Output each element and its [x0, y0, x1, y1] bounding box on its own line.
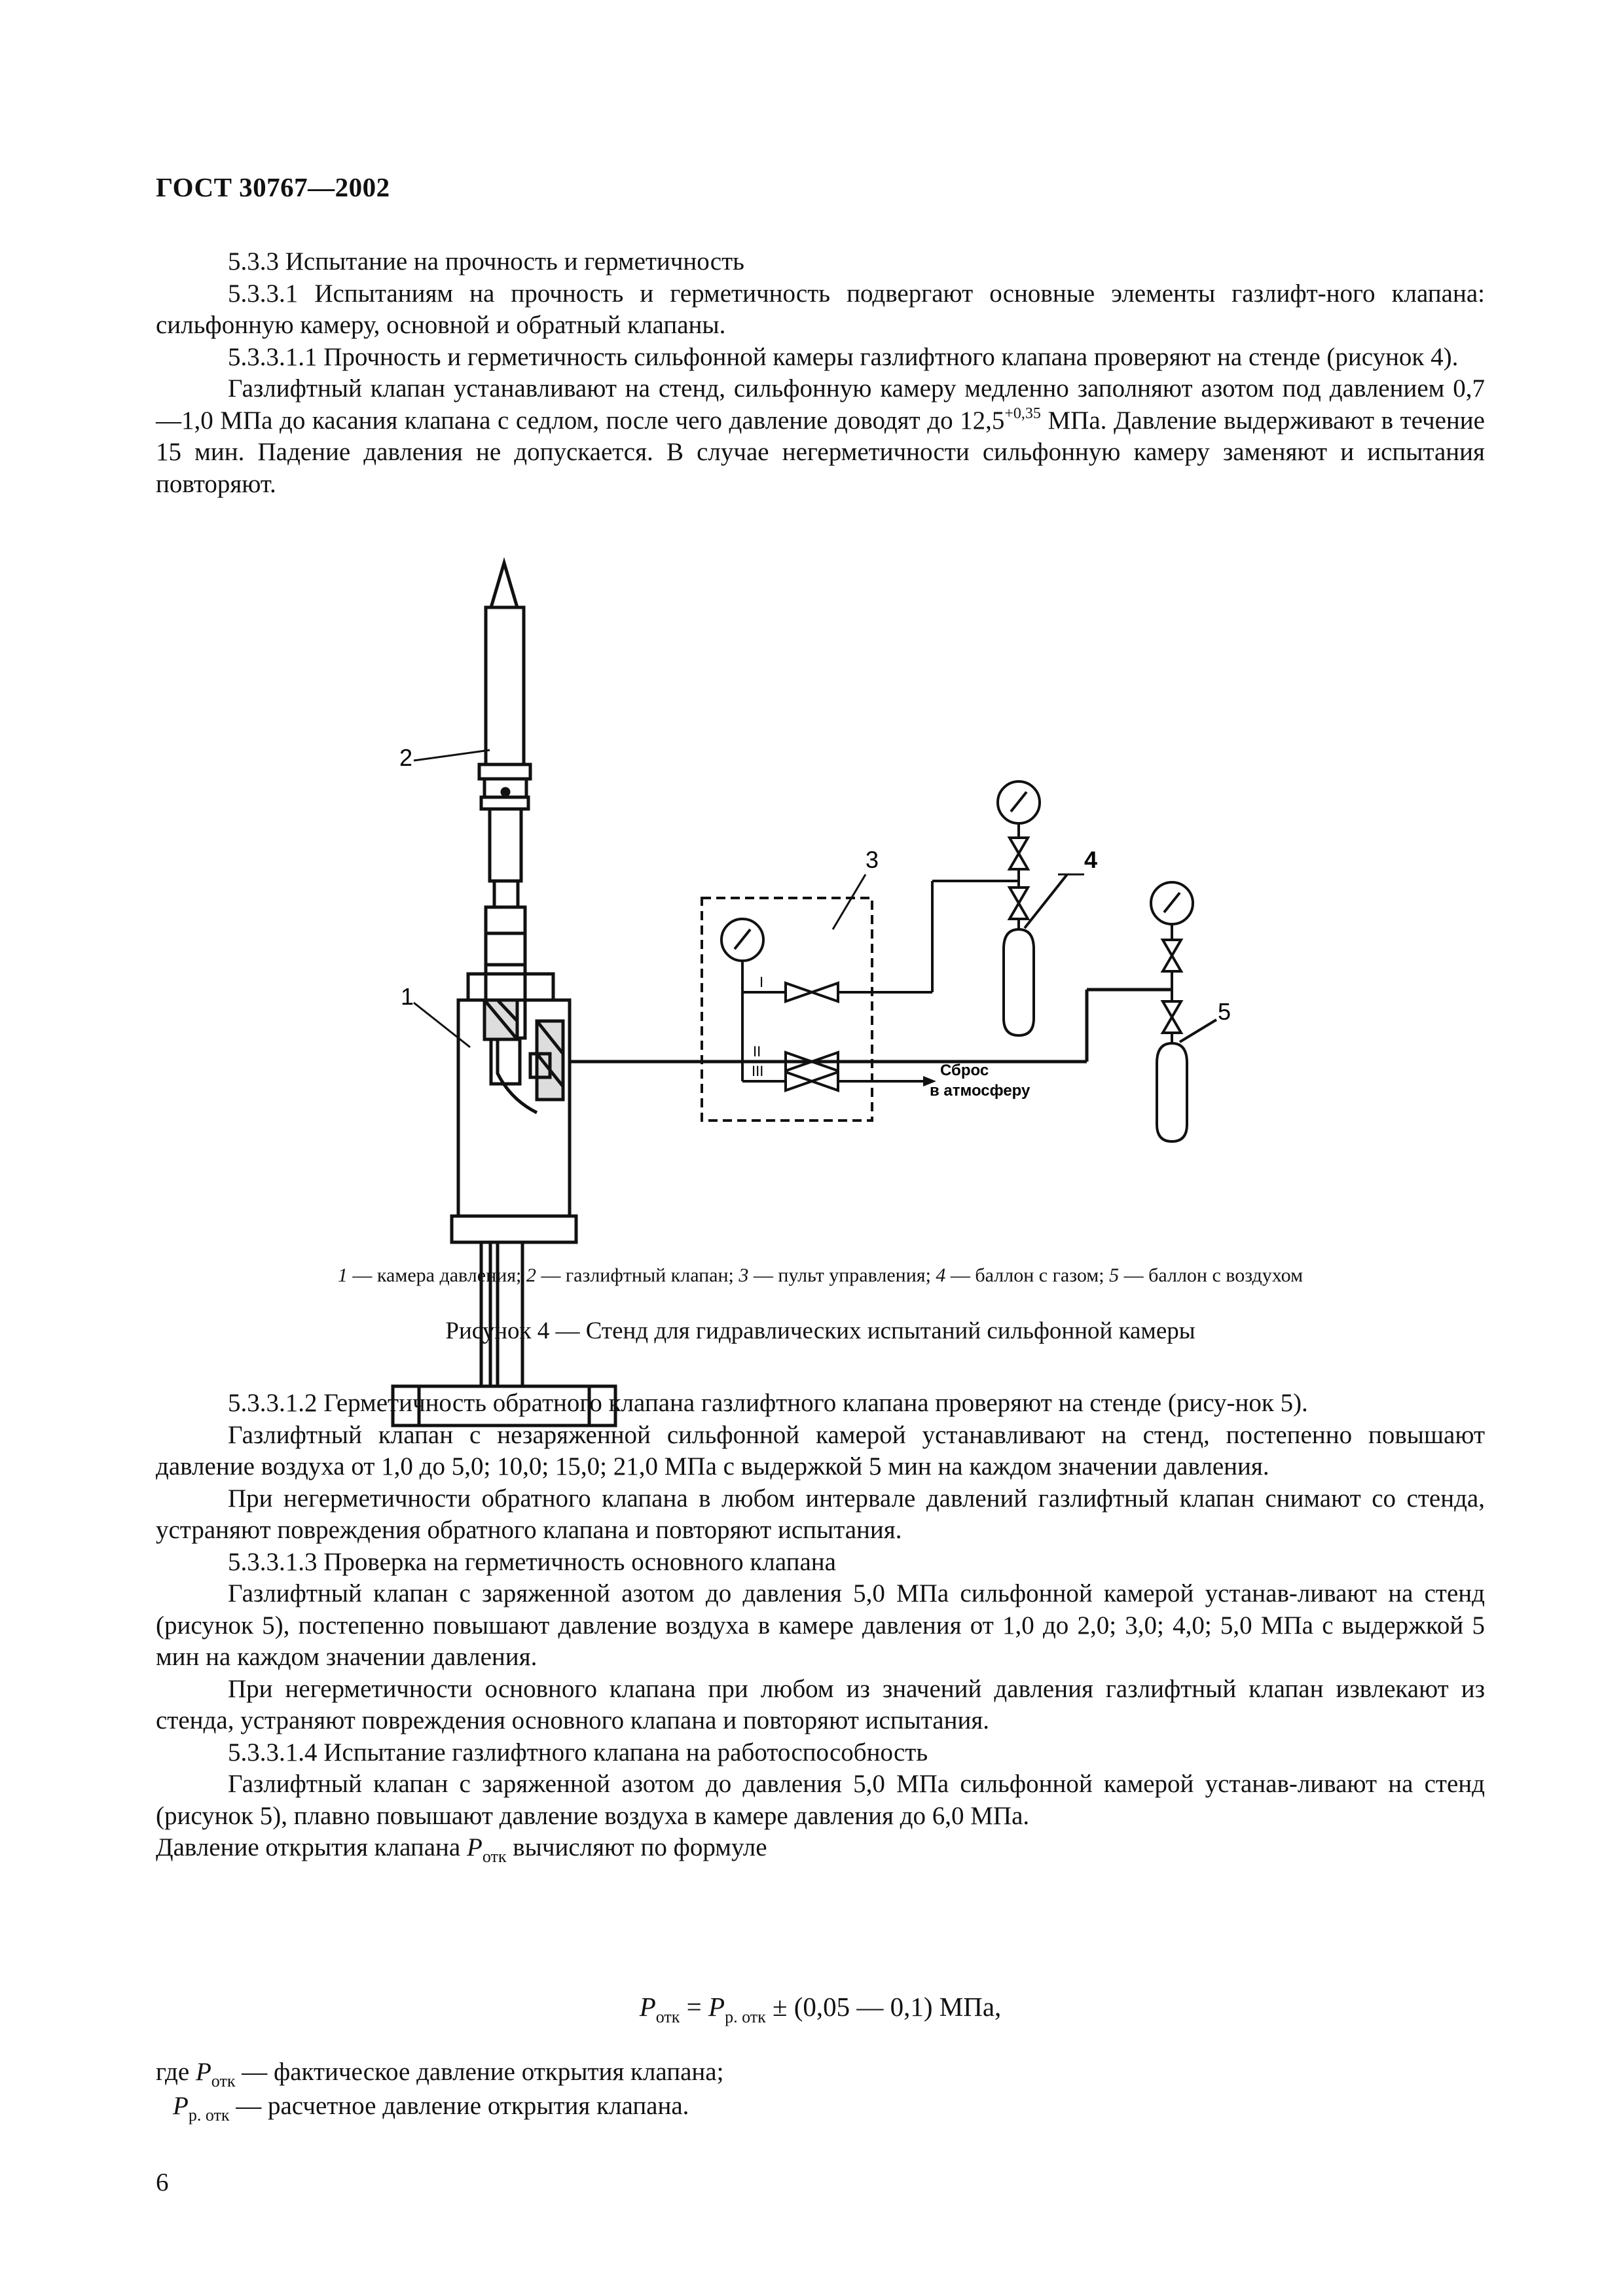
figure-legend: 1 — камера давления; 2 — газлифтный клапан; 3 — пульт управления; 4 — баллон с газом; 5 — баллон с воздухом: [337, 1265, 1304, 1286]
paragraph-main-valve-test: Газлифтный клапан с заряженной азотом до давления 5,0 МПа сильфонной камерой устанав-ливают на стенд (рисунок 5), постепенно повышают давление воздуха в камере давления от 1,0 до 2,0; 3,0; 4,0; 5,0 МПа с выдержкой 5 мин на каждом значении давления.: [156, 1579, 1485, 1671]
callout-2: 2: [399, 744, 412, 771]
document-code: ГОСТ 30767—2002: [156, 172, 390, 202]
callout-3: 3: [866, 846, 879, 873]
line-label-II: II: [753, 1043, 761, 1060]
line-label-III: III: [752, 1063, 764, 1079]
formula-definitions: [156, 2055, 723, 2123]
definition-p-otk: где $P_{отк}$ — фактическое давление открытия клапана;: [156, 2058, 724, 2090]
paragraph-5-3-3-1-4: 5.3.3.1.4 Испытание газлифтного клапана на работоспособность: [228, 1738, 928, 1767]
paragraph-operability-test: Газлифтный клапан с заряженной азотом до давления 5,0 МПа сильфонной камерой устанав-ливают на стенд (рисунок 5), плавно повышают давление воздуха в камере давления до 6,0 МПа.: [156, 1770, 1485, 1830]
paragraph-5-3-3-1: 5.3.3.1 Испытаниям на прочность и герметичность подвергают основные элементы газлифт-ного клапана: сильфонную камеру, основной и обратный клапаны.: [156, 279, 1485, 339]
line-label-I: I: [759, 974, 764, 990]
callout-1: 1: [400, 983, 414, 1010]
paragraph-pressure-test: Газлифтный клапан устанавливают на стенд, сильфонную камеру медленно заполняют азотом под давлением 0,7—1,0 МПа до касания клапана с седлом, после чего давление доводят до $12,5^{+0,35}$ МПа. Давление выдерживают в течение 15 мин. Падение давления не допускается. В случае негерметичности сильфонную камеру заменяют и испытания повторяют.: [156, 374, 1485, 498]
section-heading-5-3-3: 5.3.3 Испытание на прочность и герметичность: [228, 247, 744, 276]
valve-and-chamber-drawing: [393, 563, 1172, 1426]
paragraph-5-3-3-1-1: 5.3.3.1.1 Прочность и герметичность сильфонной камеры газлифтного клапана проверяют на стенде (рисунок 4).: [228, 342, 1459, 371]
lower-text-block: [156, 1388, 1485, 1864]
exhaust-label-line1: Сброс: [940, 1062, 989, 1079]
gas-cylinder-assembly: [998, 781, 1067, 1035]
exhaust-label-line2: в атмосферу: [930, 1082, 1030, 1100]
paragraph-formula-intro: Давление открытия клапана $P_{отк}$ вычисляют по формуле: [156, 1833, 767, 1866]
figure-caption: Рисунок 4 — Стенд для гидравлических испытаний сильфонной камеры: [445, 1318, 1195, 1344]
tolerance-superscript: +0,35: [1004, 404, 1041, 422]
callout-4: 4: [1084, 846, 1098, 873]
callout-5: 5: [1218, 998, 1231, 1025]
paragraph-check-valve-test: Газлифтный клапан с незаряженной сильфонной камерой устанавливают на стенд, постепенно повышают давление воздуха от 1,0 до 5,0; 10,0; 15,0; 21,0 МПа с выдержкой 5 мин на каждом значении давления.: [156, 1420, 1485, 1480]
control-panel-lines: [721, 881, 1019, 1090]
paragraph-check-valve-fail: При негерметичности обратного клапана в любом интервале давлений газлифтный клапан снимают со стенда, устраняют повреждения обратного клапана и повторяют испытания.: [156, 1484, 1485, 1544]
opening-pressure-formula: $P_{отк} = P_{р. отк} \pm (0,05$ — 0,1) МПа,: [639, 1992, 1002, 2026]
page-number: 6: [156, 2168, 169, 2197]
paragraph-5-3-3-1-2: 5.3.3.1.2 Герметичность обратного клапана газлифтного клапана проверяют на стенде (рису-нок 5).: [228, 1389, 1308, 1417]
air-cylinder-assembly: [1151, 882, 1216, 1141]
definition-p-r-otk: $P_{р. отк}$ — расчетное давление открытия клапана.: [173, 2092, 689, 2125]
paragraph-5-3-3-1-3: 5.3.3.1.3 Проверка на герметичность основного клапана: [228, 1547, 836, 1576]
paragraph-main-valve-fail: При негерметичности основного клапана при любом из значений давления газлифтный клапан извлекают из стенда, устраняют повреждения основного клапана и повторяют испытания.: [156, 1674, 1485, 1734]
